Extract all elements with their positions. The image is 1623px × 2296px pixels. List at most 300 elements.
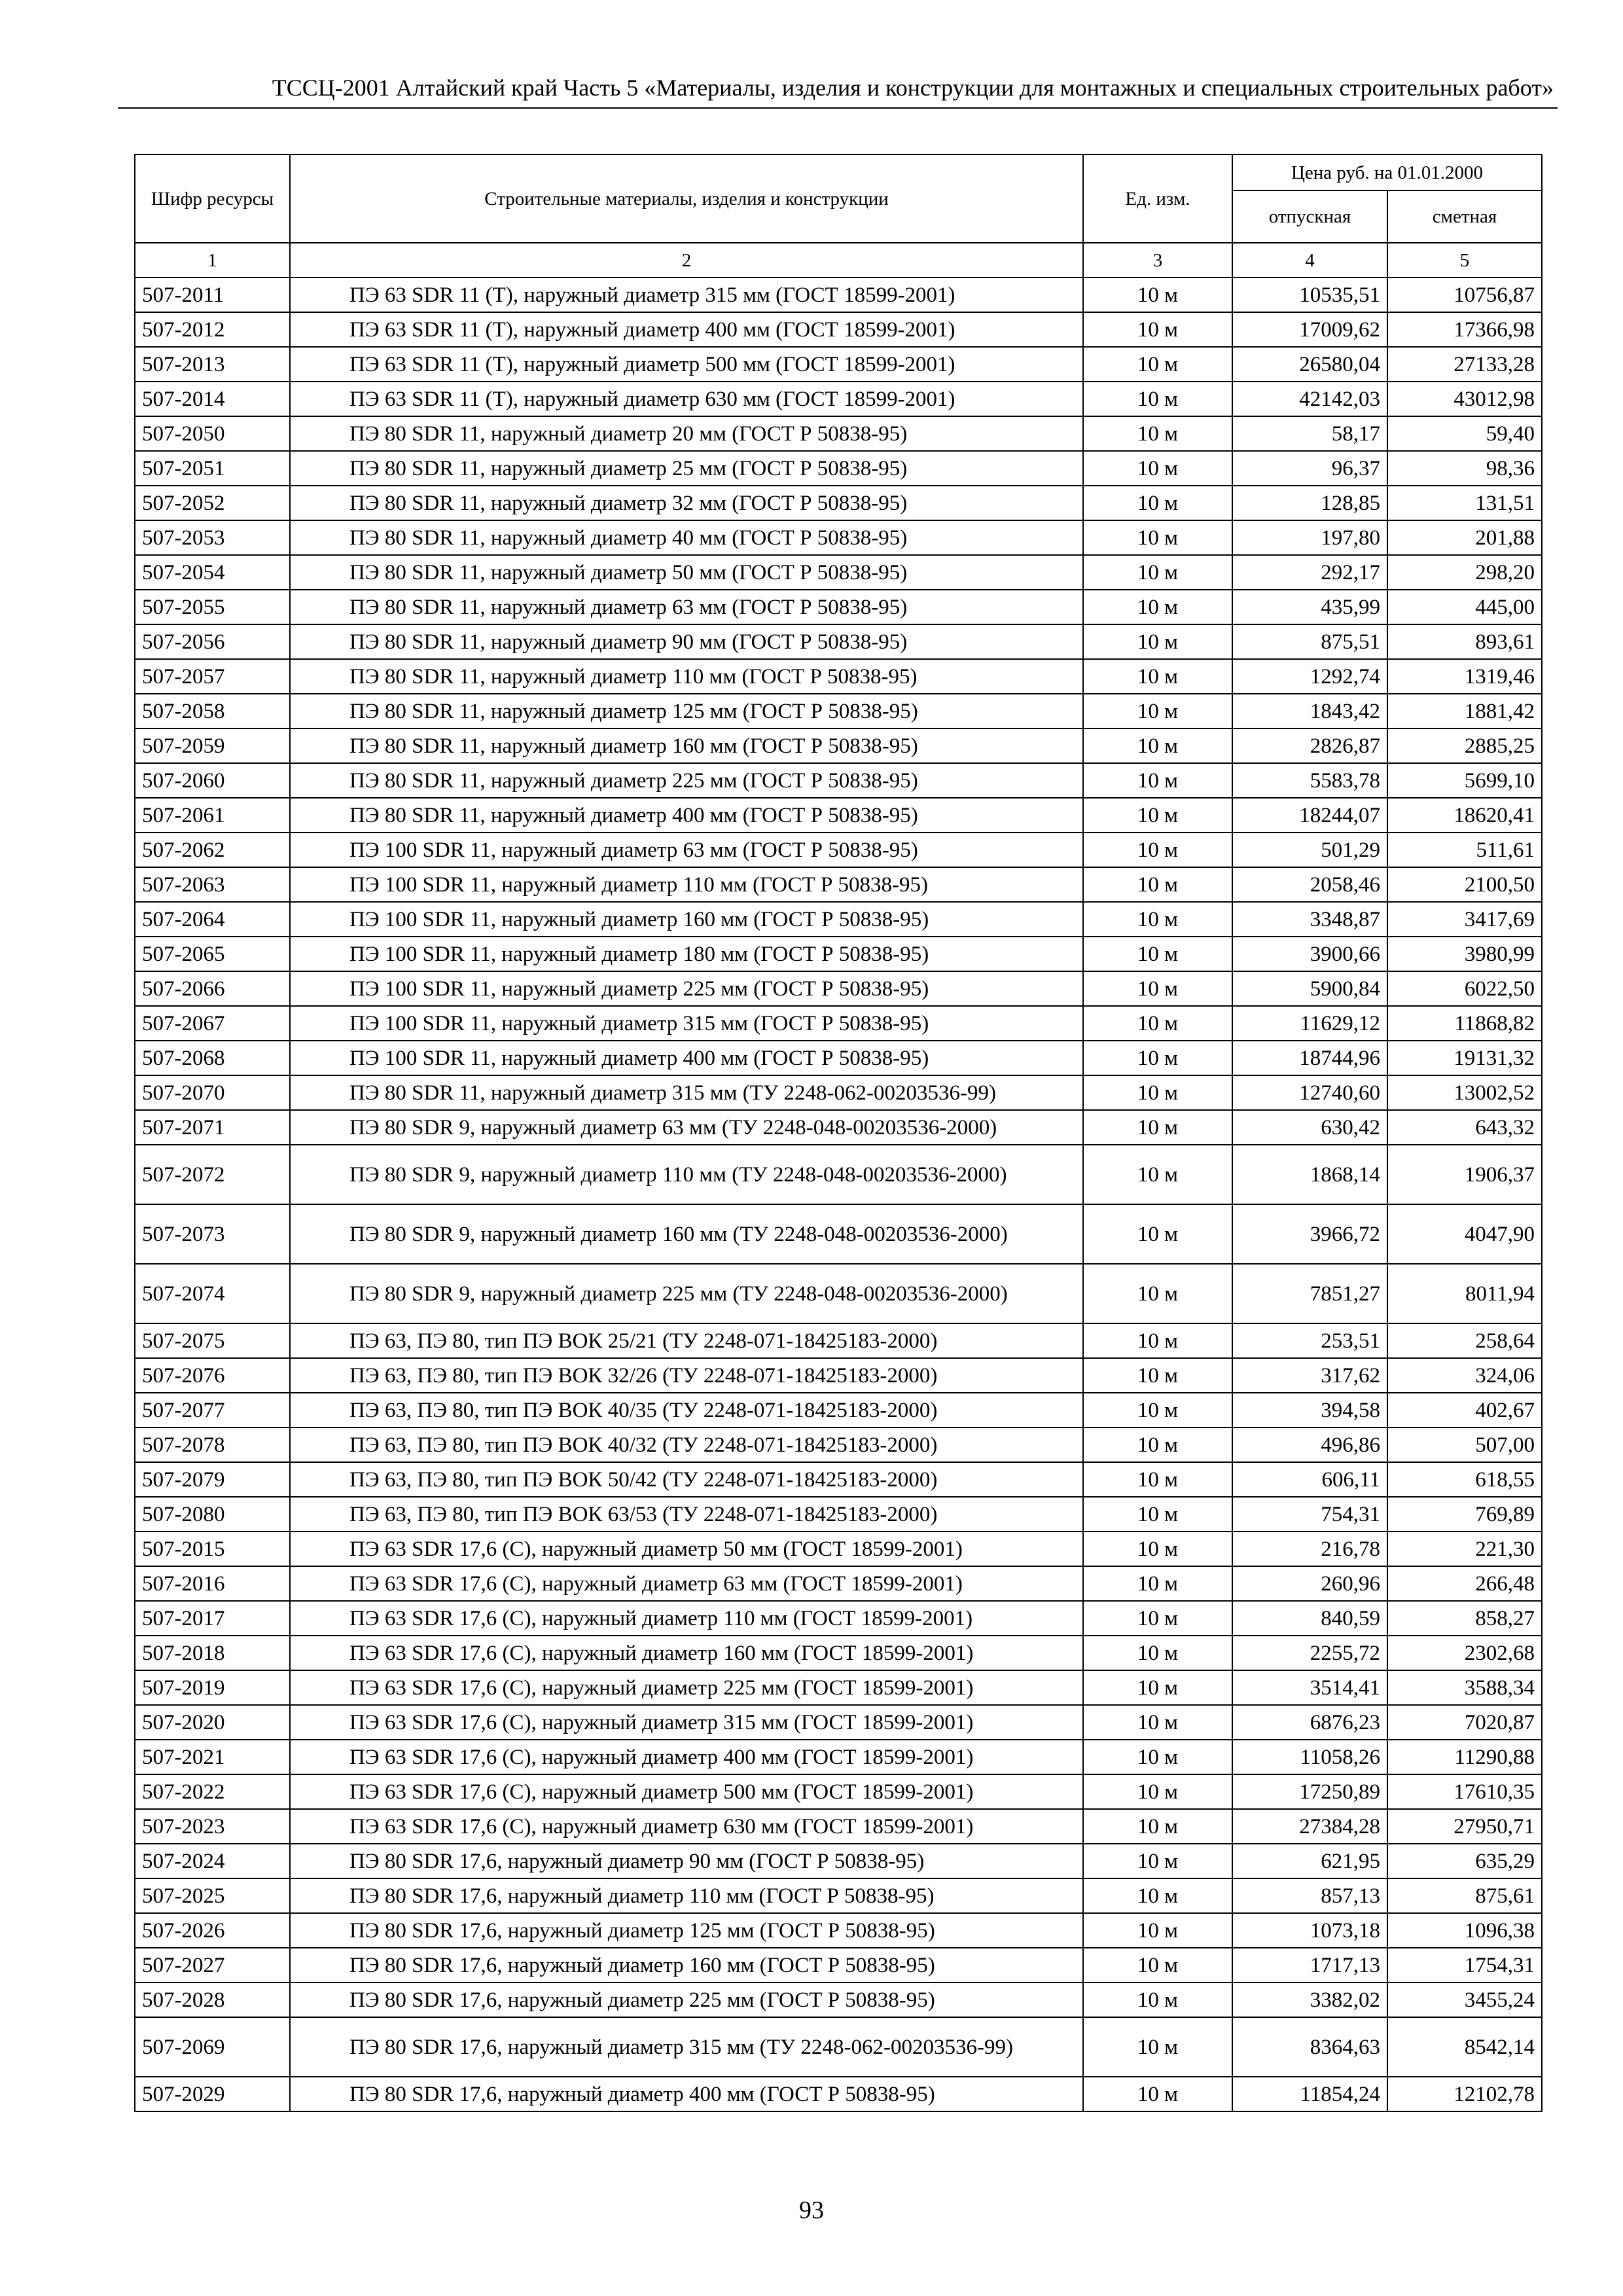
material-name: ПЭ 63 SDR 11 (Т), наружный диаметр 400 мм (ГОСТ 18599-2001) bbox=[290, 312, 1083, 347]
table-row bbox=[135, 1878, 1542, 1913]
material-name: ПЭ 80 SDR 11, наружный диаметр 20 мм (ГОСТ Р 50838-95) bbox=[290, 416, 1083, 451]
price-release: 42142,03 bbox=[1232, 382, 1387, 416]
resource-code: 507-2058 bbox=[135, 694, 290, 728]
resource-code: 507-2065 bbox=[135, 937, 290, 971]
resource-code: 507-2062 bbox=[135, 833, 290, 867]
resource-code: 507-2019 bbox=[135, 1670, 290, 1705]
resource-code: 507-2072 bbox=[135, 1145, 290, 1204]
table-row bbox=[135, 451, 1542, 486]
unit-cell: 10 м bbox=[1083, 1878, 1232, 1913]
material-name: ПЭ 80 SDR 11, наружный диаметр 40 мм (ГОСТ Р 50838-95) bbox=[290, 520, 1083, 555]
price-release: 197,80 bbox=[1232, 520, 1387, 555]
price-release: 496,86 bbox=[1232, 1427, 1387, 1462]
unit-cell: 10 м bbox=[1083, 555, 1232, 590]
resource-code: 507-2027 bbox=[135, 1948, 290, 1982]
unit-cell: 10 м bbox=[1083, 520, 1232, 555]
price-estimate: 3455,24 bbox=[1387, 1982, 1542, 2017]
price-estimate: 2100,50 bbox=[1387, 867, 1542, 902]
resource-code: 507-2056 bbox=[135, 624, 290, 659]
unit-cell: 10 м bbox=[1083, 451, 1232, 486]
price-release: 128,85 bbox=[1232, 486, 1387, 520]
price-estimate: 893,61 bbox=[1387, 624, 1542, 659]
price-release: 3966,72 bbox=[1232, 1204, 1387, 1264]
price-estimate: 12102,78 bbox=[1387, 2077, 1542, 2111]
resource-code: 507-2077 bbox=[135, 1393, 290, 1427]
material-name: ПЭ 63 SDR 17,6 (С), наружный диаметр 315 мм (ГОСТ 18599-2001) bbox=[290, 1705, 1083, 1740]
resource-code: 507-2052 bbox=[135, 486, 290, 520]
unit-cell: 10 м bbox=[1083, 2077, 1232, 2111]
unit-cell: 10 м bbox=[1083, 416, 1232, 451]
table-row bbox=[135, 1264, 1542, 1323]
unit-cell: 10 м bbox=[1083, 1913, 1232, 1948]
header-title: ТССЦ-2001 Алтайский край Часть 5 «Материалы, изделия и конструкции для монтажных и специальных строительных работ» bbox=[272, 75, 1554, 101]
table-row bbox=[135, 590, 1542, 624]
table-row bbox=[135, 1075, 1542, 1110]
price-release: 8364,63 bbox=[1232, 2017, 1387, 2077]
price-release: 1868,14 bbox=[1232, 1145, 1387, 1204]
unit-cell: 10 м bbox=[1083, 659, 1232, 694]
price-estimate: 858,27 bbox=[1387, 1601, 1542, 1636]
resource-code: 507-2026 bbox=[135, 1913, 290, 1948]
price-estimate: 43012,98 bbox=[1387, 382, 1542, 416]
unit-cell: 10 м bbox=[1083, 867, 1232, 902]
table-row bbox=[135, 971, 1542, 1006]
price-release: 2255,72 bbox=[1232, 1636, 1387, 1670]
material-name: ПЭ 80 SDR 11, наружный диаметр 50 мм (ГОСТ Р 50838-95) bbox=[290, 555, 1083, 590]
unit-cell: 10 м bbox=[1083, 1670, 1232, 1705]
resource-code: 507-2073 bbox=[135, 1204, 290, 1264]
unit-cell: 10 м bbox=[1083, 486, 1232, 520]
unit-cell: 10 м bbox=[1083, 2017, 1232, 2077]
material-name: ПЭ 100 SDR 11, наружный диаметр 225 мм (ГОСТ Р 50838-95) bbox=[290, 971, 1083, 1006]
table-row bbox=[135, 1532, 1542, 1566]
resource-code: 507-2016 bbox=[135, 1566, 290, 1601]
price-estimate: 769,89 bbox=[1387, 1497, 1542, 1532]
resource-code: 507-2068 bbox=[135, 1041, 290, 1075]
resource-code: 507-2024 bbox=[135, 1844, 290, 1878]
price-release: 1073,18 bbox=[1232, 1913, 1387, 1948]
resource-code: 507-2020 bbox=[135, 1705, 290, 1740]
resource-code: 507-2013 bbox=[135, 347, 290, 382]
price-estimate: 4047,90 bbox=[1387, 1204, 1542, 1264]
resource-code: 507-2055 bbox=[135, 590, 290, 624]
unit-cell: 10 м bbox=[1083, 590, 1232, 624]
material-name: ПЭ 63, ПЭ 80, тип ПЭ ВОК 32/26 (ТУ 2248-071-18425183-2000) bbox=[290, 1358, 1083, 1393]
price-estimate: 258,64 bbox=[1387, 1323, 1542, 1358]
table-row bbox=[135, 347, 1542, 382]
table-row bbox=[135, 382, 1542, 416]
material-name: ПЭ 80 SDR 17,6, наружный диаметр 315 мм (ТУ 2248-062-00203536-99) bbox=[290, 2017, 1083, 2077]
resource-code: 507-2076 bbox=[135, 1358, 290, 1393]
table-row bbox=[135, 1041, 1542, 1075]
header-code: Шифр ресурсы bbox=[135, 154, 290, 243]
resource-code: 507-2069 bbox=[135, 2017, 290, 2077]
price-estimate: 201,88 bbox=[1387, 520, 1542, 555]
price-release: 11854,24 bbox=[1232, 2077, 1387, 2111]
table-row bbox=[135, 1670, 1542, 1705]
price-estimate: 13002,52 bbox=[1387, 1075, 1542, 1110]
material-name: ПЭ 80 SDR 17,6, наружный диаметр 225 мм (ГОСТ Р 50838-95) bbox=[290, 1982, 1083, 2017]
price-estimate: 11868,82 bbox=[1387, 1006, 1542, 1041]
material-name: ПЭ 80 SDR 11, наружный диаметр 25 мм (ГОСТ Р 50838-95) bbox=[290, 451, 1083, 486]
resource-code: 507-2070 bbox=[135, 1075, 290, 1110]
unit-cell: 10 м bbox=[1083, 694, 1232, 728]
unit-cell: 10 м bbox=[1083, 728, 1232, 763]
price-estimate: 324,06 bbox=[1387, 1358, 1542, 1393]
table-row bbox=[135, 659, 1542, 694]
material-name: ПЭ 80 SDR 9, наружный диаметр 110 мм (ТУ 2248-048-00203536-2000) bbox=[290, 1145, 1083, 1204]
price-estimate: 1319,46 bbox=[1387, 659, 1542, 694]
price-estimate: 10756,87 bbox=[1387, 278, 1542, 312]
material-name: ПЭ 80 SDR 11, наружный диаметр 400 мм (ГОСТ Р 50838-95) bbox=[290, 798, 1083, 833]
table-row bbox=[135, 278, 1542, 312]
resource-code: 507-2079 bbox=[135, 1462, 290, 1497]
resource-code: 507-2022 bbox=[135, 1774, 290, 1809]
price-estimate: 266,48 bbox=[1387, 1566, 1542, 1601]
material-name: ПЭ 80 SDR 11, наружный диаметр 110 мм (ГОСТ Р 50838-95) bbox=[290, 659, 1083, 694]
price-estimate: 507,00 bbox=[1387, 1427, 1542, 1462]
price-estimate: 7020,87 bbox=[1387, 1705, 1542, 1740]
material-name: ПЭ 80 SDR 17,6, наружный диаметр 400 мм (ГОСТ Р 50838-95) bbox=[290, 2077, 1083, 2111]
table-row bbox=[135, 937, 1542, 971]
price-estimate: 445,00 bbox=[1387, 590, 1542, 624]
unit-cell: 10 м bbox=[1083, 1075, 1232, 1110]
price-release: 621,95 bbox=[1232, 1844, 1387, 1878]
price-release: 606,11 bbox=[1232, 1462, 1387, 1497]
table-row bbox=[135, 798, 1542, 833]
running-header bbox=[118, 71, 1558, 109]
resource-code: 507-2025 bbox=[135, 1878, 290, 1913]
column-number: 2 bbox=[290, 243, 1083, 278]
table-row bbox=[135, 1913, 1542, 1948]
price-release: 754,31 bbox=[1232, 1497, 1387, 1532]
price-release: 2058,46 bbox=[1232, 867, 1387, 902]
material-name: ПЭ 63 SDR 11 (Т), наружный диаметр 500 мм (ГОСТ 18599-2001) bbox=[290, 347, 1083, 382]
table-row bbox=[135, 1204, 1542, 1264]
price-estimate: 402,67 bbox=[1387, 1393, 1542, 1427]
unit-cell: 10 м bbox=[1083, 347, 1232, 382]
material-name: ПЭ 63 SDR 17,6 (С), наружный диаметр 400 мм (ГОСТ 18599-2001) bbox=[290, 1740, 1083, 1774]
price-estimate: 511,61 bbox=[1387, 833, 1542, 867]
price-release: 1717,13 bbox=[1232, 1948, 1387, 1982]
table-row bbox=[135, 1566, 1542, 1601]
table-row bbox=[135, 833, 1542, 867]
unit-cell: 10 м bbox=[1083, 1809, 1232, 1844]
header-name: Строительные материалы, изделия и конструкции bbox=[290, 154, 1083, 243]
table-row bbox=[135, 1601, 1542, 1636]
material-name: ПЭ 63 SDR 17,6 (С), наружный диаметр 500 мм (ГОСТ 18599-2001) bbox=[290, 1774, 1083, 1809]
material-name: ПЭ 80 SDR 11, наружный диаметр 125 мм (ГОСТ Р 50838-95) bbox=[290, 694, 1083, 728]
unit-cell: 10 м bbox=[1083, 1264, 1232, 1323]
price-estimate: 298,20 bbox=[1387, 555, 1542, 590]
unit-cell: 10 м bbox=[1083, 312, 1232, 347]
price-estimate: 1881,42 bbox=[1387, 694, 1542, 728]
material-name: ПЭ 63 SDR 11 (Т), наружный диаметр 315 мм (ГОСТ 18599-2001) bbox=[290, 278, 1083, 312]
resource-code: 507-2051 bbox=[135, 451, 290, 486]
price-release: 6876,23 bbox=[1232, 1705, 1387, 1740]
material-name: ПЭ 63 SDR 17,6 (С), наружный диаметр 50 мм (ГОСТ 18599-2001) bbox=[290, 1532, 1083, 1566]
price-estimate: 8011,94 bbox=[1387, 1264, 1542, 1323]
material-name: ПЭ 80 SDR 11, наружный диаметр 160 мм (ГОСТ Р 50838-95) bbox=[290, 728, 1083, 763]
price-release: 3382,02 bbox=[1232, 1982, 1387, 2017]
table-head bbox=[135, 154, 1542, 243]
price-release: 875,51 bbox=[1232, 624, 1387, 659]
table-row bbox=[135, 1427, 1542, 1462]
column-number-row bbox=[135, 243, 1542, 278]
unit-cell: 10 м bbox=[1083, 1393, 1232, 1427]
table-row bbox=[135, 1809, 1542, 1844]
table-row bbox=[135, 728, 1542, 763]
resource-code: 507-2080 bbox=[135, 1497, 290, 1532]
table-row bbox=[135, 1774, 1542, 1809]
material-name: ПЭ 63, ПЭ 80, тип ПЭ ВОК 40/35 (ТУ 2248-071-18425183-2000) bbox=[290, 1393, 1083, 1427]
unit-cell: 10 м bbox=[1083, 1145, 1232, 1204]
table-row bbox=[135, 1393, 1542, 1427]
unit-cell: 10 м bbox=[1083, 1041, 1232, 1075]
unit-cell: 10 м bbox=[1083, 1844, 1232, 1878]
table-row bbox=[135, 867, 1542, 902]
table-row bbox=[135, 694, 1542, 728]
price-release: 3348,87 bbox=[1232, 902, 1387, 937]
unit-cell: 10 м bbox=[1083, 1636, 1232, 1670]
header-unit: Ед. изм. bbox=[1083, 154, 1232, 243]
resource-code: 507-2061 bbox=[135, 798, 290, 833]
material-name: ПЭ 80 SDR 17,6, наружный диаметр 90 мм (ГОСТ Р 50838-95) bbox=[290, 1844, 1083, 1878]
material-name: ПЭ 63, ПЭ 80, тип ПЭ ВОК 63/53 (ТУ 2248-071-18425183-2000) bbox=[290, 1497, 1083, 1532]
price-estimate: 635,29 bbox=[1387, 1844, 1542, 1878]
resource-code: 507-2023 bbox=[135, 1809, 290, 1844]
material-name: ПЭ 100 SDR 11, наружный диаметр 160 мм (ГОСТ Р 50838-95) bbox=[290, 902, 1083, 937]
table-row bbox=[135, 624, 1542, 659]
unit-cell: 10 м bbox=[1083, 937, 1232, 971]
price-release: 292,17 bbox=[1232, 555, 1387, 590]
unit-cell: 10 м bbox=[1083, 1566, 1232, 1601]
price-release: 17250,89 bbox=[1232, 1774, 1387, 1809]
price-release: 630,42 bbox=[1232, 1110, 1387, 1145]
price-release: 18244,07 bbox=[1232, 798, 1387, 833]
unit-cell: 10 м bbox=[1083, 1774, 1232, 1809]
column-number: 3 bbox=[1083, 243, 1232, 278]
unit-cell: 10 м bbox=[1083, 1601, 1232, 1636]
price-estimate: 17610,35 bbox=[1387, 1774, 1542, 1809]
unit-cell: 10 м bbox=[1083, 763, 1232, 798]
material-name: ПЭ 80 SDR 17,6, наружный диаметр 110 мм (ГОСТ Р 50838-95) bbox=[290, 1878, 1083, 1913]
price-estimate: 19131,32 bbox=[1387, 1041, 1542, 1075]
material-name: ПЭ 80 SDR 11, наружный диаметр 315 мм (ТУ 2248-062-00203536-99) bbox=[290, 1075, 1083, 1110]
table-row bbox=[135, 520, 1542, 555]
price-estimate: 27950,71 bbox=[1387, 1809, 1542, 1844]
table-row bbox=[135, 1982, 1542, 2017]
material-name: ПЭ 100 SDR 11, наружный диаметр 400 мм (ГОСТ Р 50838-95) bbox=[290, 1041, 1083, 1075]
price-release: 857,13 bbox=[1232, 1878, 1387, 1913]
unit-cell: 10 м bbox=[1083, 1323, 1232, 1358]
price-release: 253,51 bbox=[1232, 1323, 1387, 1358]
price-estimate: 3980,99 bbox=[1387, 937, 1542, 971]
price-release: 11058,26 bbox=[1232, 1740, 1387, 1774]
unit-cell: 10 м bbox=[1083, 1705, 1232, 1740]
price-release: 27384,28 bbox=[1232, 1809, 1387, 1844]
resource-code: 507-2050 bbox=[135, 416, 290, 451]
page-number: 93 bbox=[799, 2197, 824, 2224]
table-row bbox=[135, 763, 1542, 798]
table-row bbox=[135, 1358, 1542, 1393]
material-name: ПЭ 63 SDR 17,6 (С), наружный диаметр 225 мм (ГОСТ 18599-2001) bbox=[290, 1670, 1083, 1705]
price-estimate: 8542,14 bbox=[1387, 2017, 1542, 2077]
price-estimate: 5699,10 bbox=[1387, 763, 1542, 798]
material-name: ПЭ 100 SDR 11, наружный диаметр 180 мм (ГОСТ Р 50838-95) bbox=[290, 937, 1083, 971]
price-estimate: 3588,34 bbox=[1387, 1670, 1542, 1705]
price-release: 10535,51 bbox=[1232, 278, 1387, 312]
unit-cell: 10 м bbox=[1083, 902, 1232, 937]
unit-cell: 10 м bbox=[1083, 1358, 1232, 1393]
resource-code: 507-2059 bbox=[135, 728, 290, 763]
unit-cell: 10 м bbox=[1083, 798, 1232, 833]
table-row bbox=[135, 555, 1542, 590]
unit-cell: 10 м bbox=[1083, 971, 1232, 1006]
resource-code: 507-2015 bbox=[135, 1532, 290, 1566]
price-release: 58,17 bbox=[1232, 416, 1387, 451]
price-estimate: 6022,50 bbox=[1387, 971, 1542, 1006]
table-row bbox=[135, 2017, 1542, 2077]
material-name: ПЭ 63, ПЭ 80, тип ПЭ ВОК 25/21 (ТУ 2248-071-18425183-2000) bbox=[290, 1323, 1083, 1358]
price-estimate: 131,51 bbox=[1387, 486, 1542, 520]
header-price-group: Цена руб. на 01.01.2000 bbox=[1232, 154, 1542, 190]
price-estimate: 98,36 bbox=[1387, 451, 1542, 486]
resource-code: 507-2018 bbox=[135, 1636, 290, 1670]
price-release: 17009,62 bbox=[1232, 312, 1387, 347]
price-release: 260,96 bbox=[1232, 1566, 1387, 1601]
table-row bbox=[135, 416, 1542, 451]
price-release: 840,59 bbox=[1232, 1601, 1387, 1636]
resource-code: 507-2064 bbox=[135, 902, 290, 937]
unit-cell: 10 м bbox=[1083, 1427, 1232, 1462]
price-release: 1843,42 bbox=[1232, 694, 1387, 728]
table-row bbox=[135, 2077, 1542, 2111]
table-row bbox=[135, 1323, 1542, 1358]
price-estimate: 2885,25 bbox=[1387, 728, 1542, 763]
unit-cell: 10 м bbox=[1083, 1462, 1232, 1497]
unit-cell: 10 м bbox=[1083, 1982, 1232, 2017]
material-name: ПЭ 100 SDR 11, наружный диаметр 110 мм (ГОСТ Р 50838-95) bbox=[290, 867, 1083, 902]
price-release: 12740,60 bbox=[1232, 1075, 1387, 1110]
resource-code: 507-2060 bbox=[135, 763, 290, 798]
price-release: 96,37 bbox=[1232, 451, 1387, 486]
resource-code: 507-2066 bbox=[135, 971, 290, 1006]
price-estimate: 11290,88 bbox=[1387, 1740, 1542, 1774]
material-name: ПЭ 63 SDR 17,6 (С), наружный диаметр 160 мм (ГОСТ 18599-2001) bbox=[290, 1636, 1083, 1670]
price-release: 216,78 bbox=[1232, 1532, 1387, 1566]
price-estimate: 221,30 bbox=[1387, 1532, 1542, 1566]
table-row bbox=[135, 1145, 1542, 1204]
material-name: ПЭ 63 SDR 17,6 (С), наружный диаметр 63 мм (ГОСТ 18599-2001) bbox=[290, 1566, 1083, 1601]
table-row bbox=[135, 1740, 1542, 1774]
table-row bbox=[135, 902, 1542, 937]
price-release: 3514,41 bbox=[1232, 1670, 1387, 1705]
material-name: ПЭ 63 SDR 11 (Т), наружный диаметр 630 мм (ГОСТ 18599-2001) bbox=[290, 382, 1083, 416]
price-release: 5900,84 bbox=[1232, 971, 1387, 1006]
material-name: ПЭ 80 SDR 11, наружный диаметр 225 мм (ГОСТ Р 50838-95) bbox=[290, 763, 1083, 798]
unit-cell: 10 м bbox=[1083, 278, 1232, 312]
table-row bbox=[135, 1497, 1542, 1532]
price-release: 435,99 bbox=[1232, 590, 1387, 624]
material-name: ПЭ 100 SDR 11, наружный диаметр 315 мм (ГОСТ Р 50838-95) bbox=[290, 1006, 1083, 1041]
table-body bbox=[135, 243, 1542, 2111]
material-name: ПЭ 80 SDR 9, наружный диаметр 160 мм (ТУ 2248-048-00203536-2000) bbox=[290, 1204, 1083, 1264]
material-name: ПЭ 80 SDR 9, наружный диаметр 225 мм (ТУ 2248-048-00203536-2000) bbox=[290, 1264, 1083, 1323]
price-estimate: 17366,98 bbox=[1387, 312, 1542, 347]
material-name: ПЭ 80 SDR 17,6, наружный диаметр 160 мм (ГОСТ Р 50838-95) bbox=[290, 1948, 1083, 1982]
table-row bbox=[135, 1844, 1542, 1878]
unit-cell: 10 м bbox=[1083, 1110, 1232, 1145]
price-release: 11629,12 bbox=[1232, 1006, 1387, 1041]
unit-cell: 10 м bbox=[1083, 624, 1232, 659]
unit-cell: 10 м bbox=[1083, 1204, 1232, 1264]
price-release: 317,62 bbox=[1232, 1358, 1387, 1393]
unit-cell: 10 м bbox=[1083, 1497, 1232, 1532]
unit-cell: 10 м bbox=[1083, 1948, 1232, 1982]
material-name: ПЭ 80 SDR 11, наружный диаметр 32 мм (ГОСТ Р 50838-95) bbox=[290, 486, 1083, 520]
table-row bbox=[135, 1948, 1542, 1982]
price-release: 3900,66 bbox=[1232, 937, 1387, 971]
price-estimate: 1906,37 bbox=[1387, 1145, 1542, 1204]
resource-code: 507-2011 bbox=[135, 278, 290, 312]
price-estimate: 1096,38 bbox=[1387, 1913, 1542, 1948]
price-estimate: 875,61 bbox=[1387, 1878, 1542, 1913]
material-name: ПЭ 63, ПЭ 80, тип ПЭ ВОК 40/32 (ТУ 2248-071-18425183-2000) bbox=[290, 1427, 1083, 1462]
price-estimate: 27133,28 bbox=[1387, 347, 1542, 382]
price-estimate: 2302,68 bbox=[1387, 1636, 1542, 1670]
material-name: ПЭ 80 SDR 9, наружный диаметр 63 мм (ТУ 2248-048-00203536-2000) bbox=[290, 1110, 1083, 1145]
column-number: 1 bbox=[135, 243, 290, 278]
price-estimate: 1754,31 bbox=[1387, 1948, 1542, 1982]
material-name: ПЭ 80 SDR 11, наружный диаметр 63 мм (ГОСТ Р 50838-95) bbox=[290, 590, 1083, 624]
price-release: 394,58 bbox=[1232, 1393, 1387, 1427]
resource-code: 507-2067 bbox=[135, 1006, 290, 1041]
resource-code: 507-2053 bbox=[135, 520, 290, 555]
resource-code: 507-2054 bbox=[135, 555, 290, 590]
resource-code: 507-2078 bbox=[135, 1427, 290, 1462]
unit-cell: 10 м bbox=[1083, 1532, 1232, 1566]
price-estimate: 18620,41 bbox=[1387, 798, 1542, 833]
table-row bbox=[135, 1006, 1542, 1041]
column-number: 5 bbox=[1387, 243, 1542, 278]
price-release: 501,29 bbox=[1232, 833, 1387, 867]
unit-cell: 10 м bbox=[1083, 833, 1232, 867]
material-name: ПЭ 63 SDR 17,6 (С), наружный диаметр 110 мм (ГОСТ 18599-2001) bbox=[290, 1601, 1083, 1636]
header-price-release: отпускная bbox=[1232, 190, 1387, 243]
table-row bbox=[135, 1705, 1542, 1740]
price-release: 5583,78 bbox=[1232, 763, 1387, 798]
price-release: 7851,27 bbox=[1232, 1264, 1387, 1323]
resource-code: 507-2021 bbox=[135, 1740, 290, 1774]
resource-code: 507-2028 bbox=[135, 1982, 290, 2017]
price-table bbox=[134, 154, 1543, 2112]
table-row bbox=[135, 1110, 1542, 1145]
unit-cell: 10 м bbox=[1083, 1740, 1232, 1774]
material-name: ПЭ 100 SDR 11, наружный диаметр 63 мм (ГОСТ Р 50838-95) bbox=[290, 833, 1083, 867]
header-price-estimate: сметная bbox=[1387, 190, 1542, 243]
column-number: 4 bbox=[1232, 243, 1387, 278]
table-row bbox=[135, 486, 1542, 520]
material-name: ПЭ 63 SDR 17,6 (С), наружный диаметр 630 мм (ГОСТ 18599-2001) bbox=[290, 1809, 1083, 1844]
unit-cell: 10 м bbox=[1083, 382, 1232, 416]
table-row bbox=[135, 1636, 1542, 1670]
table-row bbox=[135, 1462, 1542, 1497]
resource-code: 507-2075 bbox=[135, 1323, 290, 1358]
unit-cell: 10 м bbox=[1083, 1006, 1232, 1041]
resource-code: 507-2057 bbox=[135, 659, 290, 694]
resource-code: 507-2014 bbox=[135, 382, 290, 416]
